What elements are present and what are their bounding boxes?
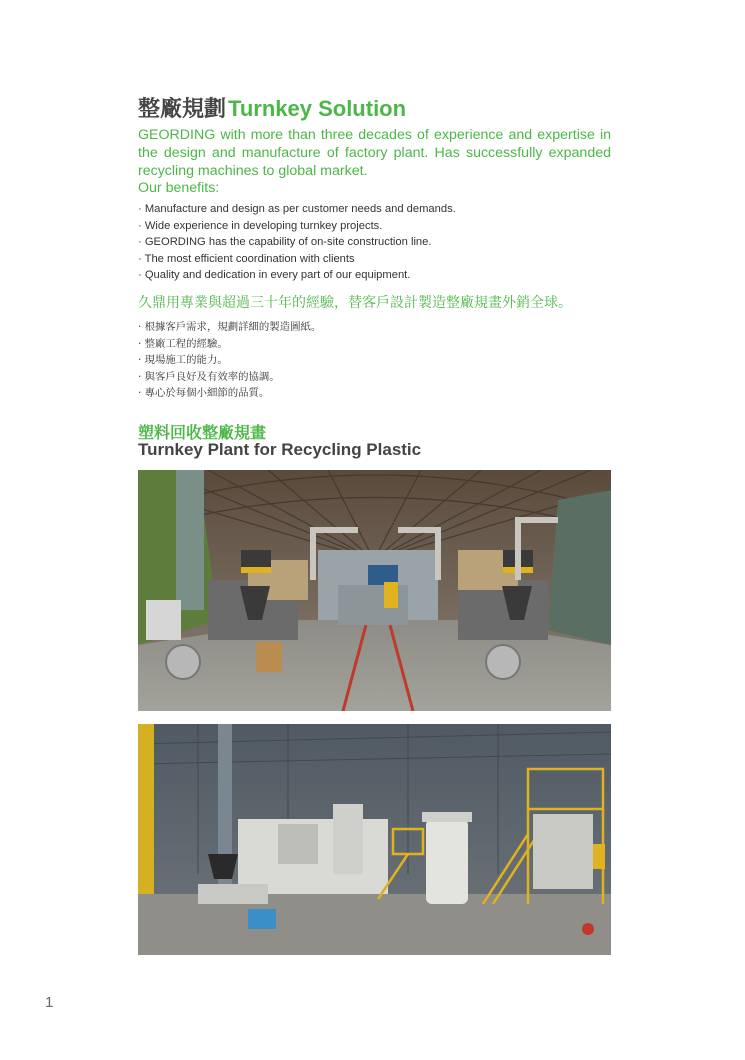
- factory-photo-1: [138, 470, 611, 711]
- list-item: · 現場施工的能力。: [138, 354, 228, 367]
- list-item: · Wide experience in developing turnkey projects.: [138, 219, 383, 232]
- benefits-list-english: [138, 201, 456, 284]
- section-title-english: Turnkey Plant for Recycling Plastic: [138, 440, 422, 459]
- list-item: · Quality and dedication in every part of our equipment.: [138, 269, 411, 282]
- subtitle-chinese: 久鼎用專業與超過三十年的經驗，替客戶設計製造整廠規畫外銷全球。: [138, 295, 572, 311]
- list-item: · 整廠工程的經驗。: [138, 337, 228, 350]
- section-title-chinese: 塑料回收整廠規畫: [138, 423, 267, 442]
- list-item: · 根據客戶需求，規劃詳細的製造圖紙。: [138, 321, 322, 333]
- page-heading: [138, 92, 406, 123]
- list-item: · Manufacture and design as per customer needs and demands.: [138, 203, 456, 215]
- page-number: 1: [45, 994, 54, 1011]
- factory-photo-2: [138, 724, 611, 955]
- list-item: · GEORDING has the capability of on-site construction line.: [138, 236, 432, 249]
- benefits-list-chinese: [138, 319, 321, 402]
- heading-english: Turnkey Solution: [228, 96, 407, 121]
- benefits-title: Our benefits:: [138, 180, 220, 196]
- heading-chinese: 整廠規劃: [138, 97, 227, 122]
- list-item: · The most efficient coordination with clients: [138, 252, 355, 265]
- list-item: · 專心於每個小細節的品質。: [138, 387, 270, 400]
- intro-paragraph: GEORDING with more than three decades of experience and expertise in the design and manufacture of factory plant. Has successfully expanded recycling machines to global market.: [138, 127, 611, 179]
- list-item: · 與客戶良好及有效率的協調。: [138, 370, 280, 383]
